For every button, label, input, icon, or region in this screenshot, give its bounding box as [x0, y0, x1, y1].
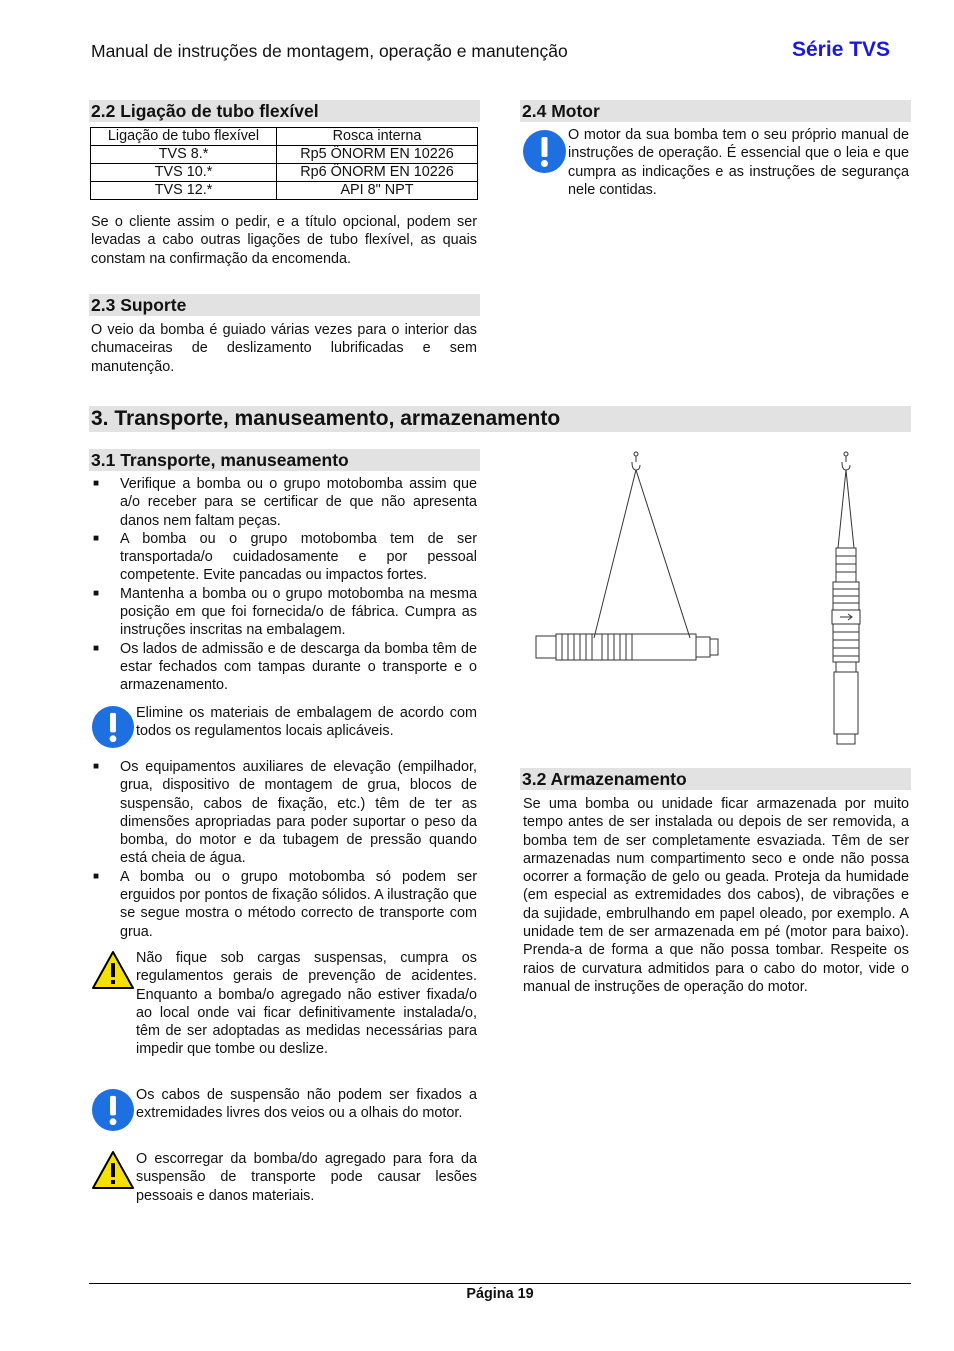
table-cell: Rp5 ÖNORM EN 10226 — [277, 146, 478, 164]
table-cell: TVS 8.* — [91, 146, 277, 164]
section-3-heading: 3. Transporte, manuseamento, armazenamento — [89, 406, 911, 432]
table-cell: TVS 10.* — [91, 164, 277, 182]
exclamation-circle-icon — [91, 705, 135, 749]
table-cell: Rp6 ÖNORM EN 10226 — [277, 164, 478, 182]
exclamation-circle-icon — [91, 1088, 135, 1132]
suspension-cable-note-text: Os cabos de suspensão não podem ser fixados a extremidades livres dos veios ou a olhais do motor. — [136, 1087, 477, 1122]
list-item: ■ Os lados de admissão e de descarga da bomba têm de estar fechados com tampas durante o transporte e o armazenamento. — [93, 640, 477, 694]
list-item: ■ Os equipamentos auxiliares de elevação (empilhador, grua, dispositivo de montagem de grua, blocos de suspensão, cabos de fixação, etc.) têm de ter as dimensões apropriadas para poder suportar o peso da bomba, do motor e da tubagem de pressão quando está cheia de água. — [93, 759, 477, 867]
packaging-note-text: Elimine os materiais de embalagem de acordo com todos os regulamentos locais aplicáveis. — [136, 705, 477, 740]
document-title: Manual de instruções de montagem, operação e manutenção — [91, 41, 568, 61]
list-item: ■ A bomba ou o grupo motobomba tem de ser transportada/o cuidadosamente e por pessoal competente. Evite pancadas ou impactos fortes. — [93, 530, 477, 584]
exclamation-circle-icon — [522, 129, 567, 174]
table-cell: TVS 12.* — [91, 182, 277, 200]
series-title: Série TVS — [792, 38, 891, 61]
list-item: ■ Verifique a bomba ou o grupo motobomba assim que a/o receber para se certificar de que não apresenta danos nem faltam peças. — [93, 476, 477, 529]
table-row — [91, 164, 478, 182]
crane-transport-illustration — [528, 448, 908, 750]
table-cell: API 8" NPT — [277, 182, 478, 200]
hose-connection-table — [90, 127, 478, 200]
section-2-3-heading: 2.3 Suporte — [89, 294, 480, 316]
motor-note-text: O motor da sua bomba tem o seu próprio manual de instruções de operação. É essencial que o leia e que cumpra as indicações e as instruções de segurança nele contidas. — [568, 127, 909, 198]
slipping-warning-text: O escorregar da bomba/do agregado para fora da suspensão de transporte pode causar lesões pessoais e danos materiais. — [136, 1151, 477, 1204]
suspended-load-warning-text: Não fique sob cargas suspensas, cumpra os regulamentos gerais de prevenção de acidentes. Enquanto a bomba/o agregado não estiver fixada/o ao local onde vai ficar definitivamente instalada/o, têm de ser adoptadas as medidas necessárias para impedir que tombe ou deslize. — [136, 950, 477, 1058]
section-2-2-heading: 2.2 Ligação de tubo flexível — [89, 100, 480, 122]
footer-divider — [89, 1283, 911, 1284]
section-3-1-heading: 3.1 Transporte, manuseamento — [89, 449, 480, 471]
section-2-4-heading: 2.4 Motor — [520, 100, 911, 122]
section-2-2-text: Se o cliente assim o pedir, e a título opcional, podem ser levadas a cabo outras ligações de tubo flexível, as quais constam na confirmação da encomenda. — [91, 214, 477, 267]
table-header-cell: Ligação de tubo flexível — [91, 128, 277, 146]
section-3-2-heading: 3.2 Armazenamento — [520, 768, 911, 790]
section-2-3-text: O veio da bomba é guiado várias vezes para o interior das chumaceiras de deslizamento lubrificadas e sem manutenção. — [91, 322, 477, 375]
section-3-2-text: Se uma bomba ou unidade ficar armazenada por muito tempo antes de ser instalada ou depois de ser removida, a bomba tem de ser completamente esvaziada. Têm de ser armazenadas num compartimento seco e onde não possa ocorrer a formação de gelo ou geada. Proteja da humidade (em especial as extremidades dos cabos), de vibrações e da sujidade, embrulhando em papel oleado, por exemplo. A unidade tem de ser armazenada em pé (motor para baixo). Prenda-a de forma a que não possa tombar. Respeite os raios de curvatura admitidos para o cabo do motor, vide o manual de instruções de operação do motor. — [523, 796, 909, 995]
table-header-row — [91, 128, 478, 146]
warning-triangle-icon — [91, 1150, 135, 1190]
warning-triangle-icon — [91, 950, 135, 990]
transport-checklist — [91, 475, 477, 695]
table-header-cell: Rosca interna — [277, 128, 478, 146]
table-row — [91, 146, 478, 164]
lifting-checklist — [91, 758, 477, 941]
page-number: Página 19 — [466, 1286, 534, 1302]
list-item: ■ A bomba ou o grupo motobomba só podem ser erguidos por pontos de fixação sólidos. A ilustração que se segue mostra o método correcto de transporte com grua. — [93, 868, 477, 940]
table-row — [91, 182, 478, 200]
list-item: ■ Mantenha a bomba ou o grupo motobomba na mesma posição em que foi fornecida/o de fábrica. Cumpra as instruções inscritas na embalagem. — [93, 585, 477, 639]
